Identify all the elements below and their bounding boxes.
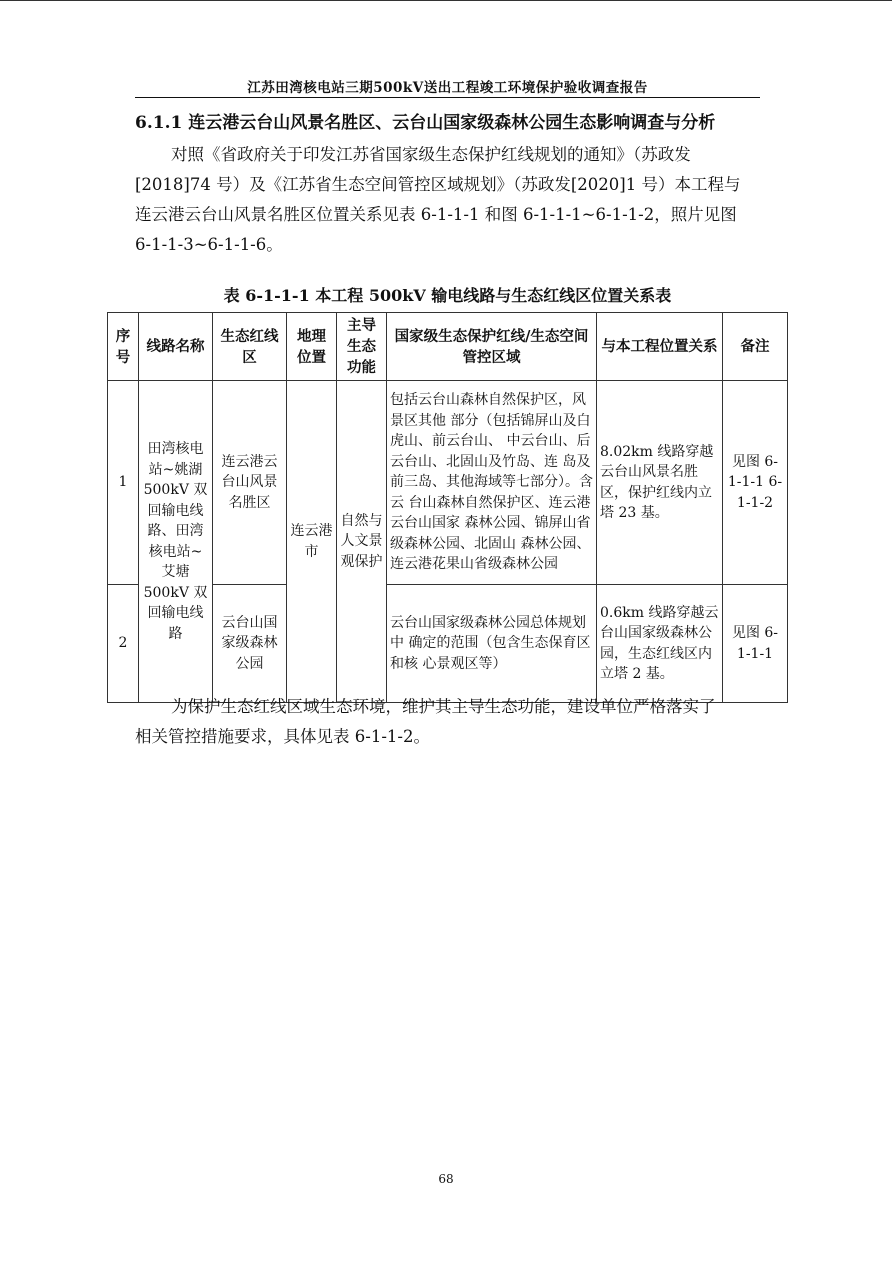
section-title: 6.1.1 连云港云台山风景名胜区、云台山国家级森林公园生态影响调查与分析 [135,113,716,133]
table-caption: 表 6-1-1-1 本工程 500kV 输电线路与生态红线区位置关系表 [223,286,672,305]
paragraph-line: 相关管控措施要求，具体见表 6-1-1-2。 [135,727,430,746]
table-header-row [108,313,788,381]
paragraph-line: 6-1-1-3~6-1-1-6。 [135,235,283,254]
running-header: 江苏田湾核电站三期500kV送出工程竣工环境保护验收调查报告 [247,80,648,96]
paragraph-line: [2018]74 号）及《江苏省生态空间管控区域规划》（苏政发[2020]1 号）本工程与 [135,175,741,194]
header-ecological-zone: 生态红线区 [213,313,287,381]
page-top-border [0,0,892,2]
cell-zone: 连云港云台山风景名胜区 [213,381,287,585]
header-line-name: 线路名称 [139,313,213,381]
cell-relation: 0.6km 线路穿越云台山国家级森林公园，生态红线区内立塔 2 基。 [597,585,723,703]
header-remark: 备注 [723,313,788,381]
paragraph-line: 连云港云台山风景名胜区位置关系见表 6-1-1-1 和图 6-1-1-1~6-1-1-2，照片见图 [135,205,737,224]
table-row [108,381,788,585]
cell-relation: 8.02km 线路穿越云台山风景名胜区，保护红线内立塔 23 基。 [597,381,723,585]
paragraph-relationship [135,140,760,260]
header-no: 序号 [108,313,139,381]
header-relation: 与本工程位置关系 [597,313,723,381]
cell-no: 2 [108,585,139,703]
header-location: 地理位置 [287,313,337,381]
cell-zone: 云台山国家级森林公园 [213,585,287,703]
header-control-area: 国家级生态保护红线/生态空间管控区域 [387,313,597,381]
cell-line-name: 田湾核电站~姚湖500kV 双回输电线路、田湾核电站~艾塘500kV 双回输电线路 [139,381,213,703]
cell-function: 自然与人文景观保护 [337,381,387,703]
cell-remark: 见图 6-1-1-1 6-1-1-2 [723,381,788,585]
position-relation-table [107,312,788,703]
cell-scope: 云台山国家级森林公园总体规划中 确定的范围（包含生态保育区和核 心景观区等） [387,585,597,703]
cell-remark: 见图 6-1-1-1 [723,585,788,703]
paragraph-line: 对照《省政府关于印发江苏省国家级生态保护红线规划的通知》（苏政发 [171,145,691,164]
header-function: 主导生态功能 [337,313,387,381]
cell-no: 1 [108,381,139,585]
header-rule [135,97,760,98]
paragraph-measures [135,692,760,752]
cell-location: 连云港市 [287,381,337,703]
page-number: 68 [438,1172,454,1186]
cell-scope: 包括云台山森林自然保护区，风景区其他 部分（包括锦屏山及白虎山、前云台山、 中云台山、后云台山、北固山及竹岛、连 岛及前三岛、其他海域等七部分）。含云 台山森林自然保护区、连云港云台山国家 森林公园、锦屏山省级森林公园、北固山 森林公园、连云港花果山省级森林公园 [387,381,597,585]
paragraph-line: 为保护生态红线区域生态环境，维护其主导生态功能，建设单位严格落实了 [171,697,716,716]
